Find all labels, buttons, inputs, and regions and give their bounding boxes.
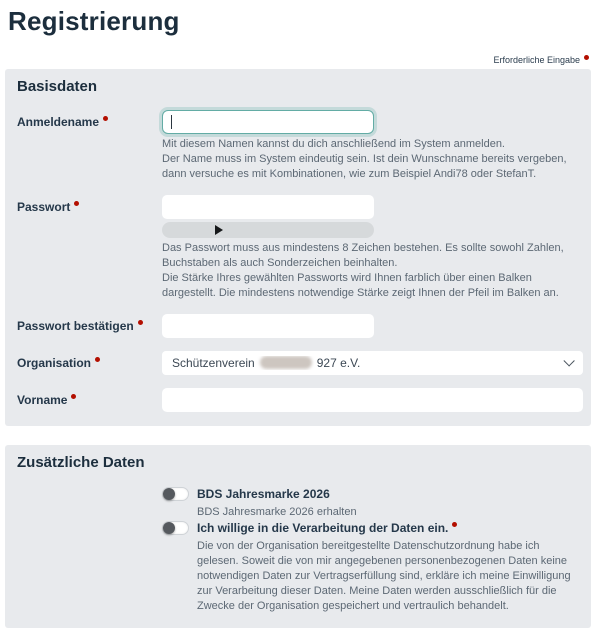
organisation-field [162, 351, 584, 375]
section-zusaetzliche-daten [5, 445, 591, 628]
anmeldename-help-1: Mit diesem Namen kannst du dich anschließend im System anmelden. [162, 138, 505, 150]
organisation-label: Organisation [17, 351, 162, 370]
field-row-passwort-bestaetigen [17, 314, 584, 338]
zusaetzliche-daten-heading: Zusätzliche Daten [17, 454, 145, 471]
passwort-help-1: Das Passwort muss aus mindestens 8 Zeichen bestehen. Es sollte sowohl Zahlen, Buchstaben als auch Sonderzeichen beinhalten. [162, 242, 564, 269]
strength-arrow-icon [215, 225, 223, 235]
section-basisdaten [5, 69, 591, 426]
vorname-field [162, 388, 584, 412]
toggle-row-datenschutz [162, 520, 584, 536]
required-dot-icon [103, 116, 108, 121]
passwort-bestaetigen-input[interactable] [162, 314, 374, 338]
anmeldename-label: Anmeldename [17, 110, 162, 129]
field-row-vorname [17, 388, 584, 412]
bds-jahresmarke-help: BDS Jahresmarke 2026 erhalten [197, 506, 357, 518]
required-dot-icon [584, 55, 589, 60]
passwort-bestaetigen-field [162, 314, 584, 338]
toggles-container [162, 486, 584, 614]
passwort-field [162, 195, 584, 301]
required-legend-text: Erforderliche Eingabe [493, 55, 580, 65]
anmeldename-field [162, 110, 584, 182]
passwort-bestaetigen-label: Passwort bestätigen [17, 314, 162, 333]
field-row-passwort [17, 195, 584, 301]
toggle-row-bds-jahresmarke [162, 486, 584, 502]
bds-jahresmarke-toggle[interactable] [162, 487, 189, 501]
organisation-select[interactable] [162, 351, 583, 375]
passwort-label: Passwort [17, 195, 162, 214]
required-legend [0, 55, 589, 65]
page-title: Registrierung [8, 6, 180, 36]
required-dot-icon [452, 522, 457, 527]
text-caret [171, 115, 172, 129]
vorname-input[interactable] [162, 388, 583, 412]
field-row-organisation [17, 351, 584, 375]
redacted-text [260, 356, 312, 369]
anmeldename-input[interactable] [162, 110, 374, 134]
anmeldename-help-2: Der Name muss im System eindeutig sein. Ist dein Wunschname bereits vergeben, dann versuche es mit Kombinationen, wie zum Beispiel Andi78 oder StefanT. [162, 153, 567, 180]
required-dot-icon [138, 320, 143, 325]
passwort-help-2: Die Stärke Ihres gewählten Passworts wird Ihnen farblich über einen Balken dargestellt. Die mindestens notwendige Stärke zeigt Ihnen der Pfeil im Balken an. [162, 272, 559, 299]
datenschutz-help: Die von der Organisation bereitgestellte Datenschutzordnung habe ich gelesen. Soweit die von mir angegebenen personenbezogenen Daten keine notwendigen Daten zur Vertragserfüllung sind, erkläre ich meine Einwilligung zur Verarbeitung dieser Daten. Meine Daten werden ausschließlich für die Zwecke der Organisation gespeichert und vertraulich behandelt. [197, 540, 571, 612]
bds-jahresmarke-label: BDS Jahresmarke 2026 [197, 487, 330, 501]
basisdaten-heading: Basisdaten [17, 78, 98, 95]
required-dot-icon [95, 357, 100, 362]
toggle-knob-icon [163, 522, 175, 534]
vorname-label: Vorname [17, 388, 162, 407]
passwort-input[interactable] [162, 195, 374, 219]
organisation-selected-value: Schützenverein 927 e.V. [172, 356, 361, 370]
datenschutz-toggle[interactable] [162, 521, 189, 535]
toggle-knob-icon [163, 488, 175, 500]
required-dot-icon [71, 394, 76, 399]
required-dot-icon [74, 201, 79, 206]
password-strength-bar [162, 222, 374, 238]
field-row-anmeldename [17, 110, 584, 182]
chevron-down-icon [563, 355, 574, 366]
datenschutz-label: Ich willige in die Verarbeitung der Daten ein. [197, 520, 457, 536]
